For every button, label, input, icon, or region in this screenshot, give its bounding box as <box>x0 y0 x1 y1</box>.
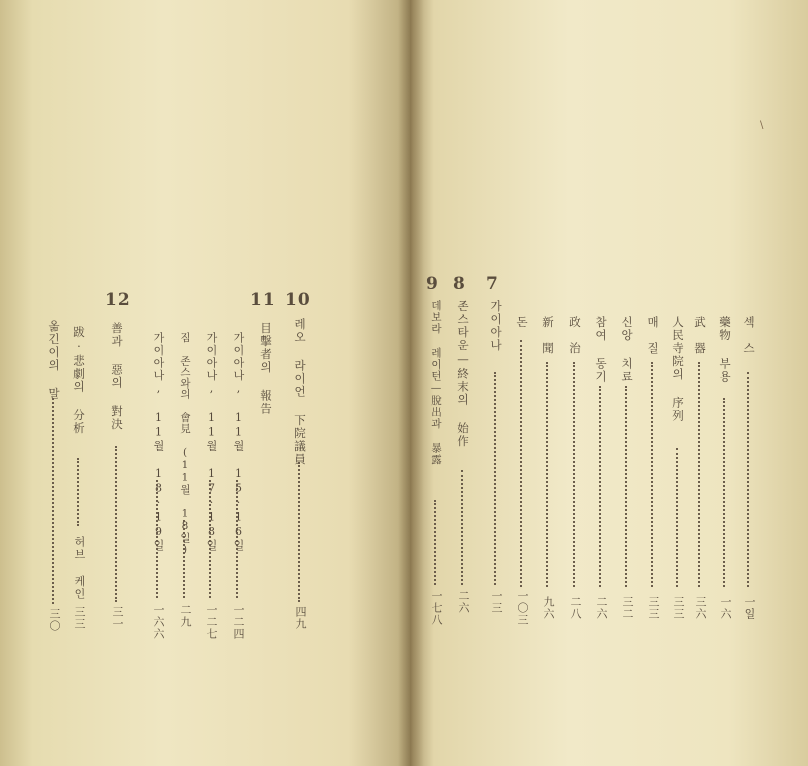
toc-entry <box>230 0 250 766</box>
toc-entry-title: 가이아나, 11월 15·16일 <box>232 332 245 552</box>
leader-dots <box>546 362 549 587</box>
toc-chapter-title: 目擊者의 報告 <box>259 322 273 416</box>
toc-entry-title: 돈 <box>515 316 529 329</box>
toc-entry-page: 一二四 <box>232 604 245 640</box>
toc-entry-page: 三二 <box>621 596 634 620</box>
toc-entry <box>741 0 764 766</box>
toc-entry <box>203 0 223 766</box>
toc-entry <box>692 0 712 766</box>
toc-chapter <box>258 0 278 766</box>
toc-entry-page: 一二七 <box>205 604 218 640</box>
leader-dots <box>494 372 497 585</box>
toc-entry <box>593 0 613 766</box>
leader-dots <box>434 500 437 585</box>
toc-chapter-page: 四九 <box>294 606 307 630</box>
toc-entry <box>150 0 170 766</box>
toc-entry <box>514 0 534 766</box>
chapter-number: 11 <box>250 290 276 310</box>
toc-chapter-title: 가이아나 <box>489 300 503 352</box>
toc-chapter <box>109 0 129 766</box>
toc-entry-title: 가이아나, 11월 17·18일 <box>205 332 218 552</box>
toc-entry-page: 三三 <box>647 596 660 620</box>
toc-entry-page: 九六 <box>542 596 555 620</box>
toc-entry-page: 一六六 <box>152 604 165 640</box>
toc-chapter-page: 一三 <box>490 590 503 614</box>
toc-entry-title: 신앙 치료 <box>620 316 634 384</box>
toc-entry-title: 옮긴이의 말 <box>47 320 61 401</box>
leader-dots <box>747 372 750 587</box>
toc-entry-title: 섹 스 <box>742 316 756 355</box>
toc-entry <box>567 0 587 766</box>
leader-dots <box>520 340 523 587</box>
toc-entry-page: 三三 <box>672 596 685 620</box>
toc-entry-title: 武 器 <box>693 316 707 355</box>
chapter-number: 9 <box>426 274 439 294</box>
leader-dots <box>698 362 701 587</box>
toc-entry-title: 참여 동기 <box>594 316 608 384</box>
toc-entry-author: 허브 케인 <box>73 536 86 601</box>
toc-entry <box>670 0 690 766</box>
leader-dots <box>599 386 602 587</box>
toc-chapter-title: 레오 라이언 下院議員 <box>293 318 307 466</box>
leader-dots <box>573 362 576 587</box>
toc-entry <box>540 0 560 766</box>
toc-entry-title: 짐 존스와의 會見 (11월 18일) <box>179 332 191 556</box>
toc-entry-title: 매 질 <box>646 316 660 355</box>
toc-entry-title: 政 治 <box>568 316 582 355</box>
leader-dots <box>52 398 55 604</box>
leader-dots <box>676 448 679 587</box>
toc-entry-page: 二九 <box>179 604 192 628</box>
toc-chapter-title: 존스타운—終末의 始作 <box>456 300 470 448</box>
toc-entry-title: 新 聞 <box>541 316 555 355</box>
leader-dots <box>461 470 464 585</box>
chapter-number: 12 <box>105 290 131 310</box>
toc-chapter <box>488 0 508 766</box>
toc-entry <box>645 0 665 766</box>
toc-entry-page: 三六 <box>694 596 707 620</box>
toc-entry <box>46 0 66 766</box>
chapter-number: 7 <box>486 274 499 294</box>
paper-speck: \ <box>760 120 764 131</box>
chapter-number: 10 <box>285 290 311 310</box>
toc-entry <box>717 0 737 766</box>
toc-chapter <box>428 0 448 766</box>
toc-entry-page: 一일 <box>743 596 756 620</box>
leader-dots <box>183 520 186 598</box>
toc-entry-page: 二六 <box>595 596 608 620</box>
toc-entry-page: 一〇三 <box>516 590 529 626</box>
toc-chapter <box>292 0 312 766</box>
toc-chapter-page: 三一 <box>111 606 124 630</box>
chapter-number: 8 <box>453 274 466 294</box>
book-gutter <box>398 0 424 766</box>
leader-dots <box>209 480 212 598</box>
toc-entry-page: 三〇 <box>48 608 61 632</box>
toc-entry-title: 人民寺院의 序列 <box>671 316 685 423</box>
leader-dots <box>625 386 628 587</box>
toc-entry <box>71 0 91 766</box>
toc-chapter-title: 善과 惡의 對決 <box>110 322 124 431</box>
leader-dots <box>115 446 118 602</box>
toc-chapter-title: 데보라 레이턴—脫出과 暴露 <box>430 300 442 466</box>
leader-dots <box>236 480 239 598</box>
toc-entry-page: 一六 <box>719 596 732 620</box>
toc-chapter-page: 二六 <box>457 590 470 614</box>
leader-dots <box>723 398 726 587</box>
leader-dots <box>77 458 80 526</box>
leader-dots <box>651 362 654 587</box>
toc-entry-page: 三三 <box>73 606 86 630</box>
toc-entry-title: 藥物 부용 <box>718 316 732 384</box>
toc-entry <box>619 0 639 766</box>
toc-entry-title: 가이아나, 11월 18·19일 <box>152 332 165 552</box>
toc-entry <box>177 0 197 766</box>
toc-entry-page: 二八 <box>569 596 582 620</box>
leader-dots <box>298 462 301 602</box>
leader-dots <box>156 480 159 598</box>
toc-chapter-page: 一七八 <box>430 590 443 626</box>
toc-entry-title: 跋·悲劇의 分析 <box>72 326 86 435</box>
toc-chapter <box>455 0 475 766</box>
